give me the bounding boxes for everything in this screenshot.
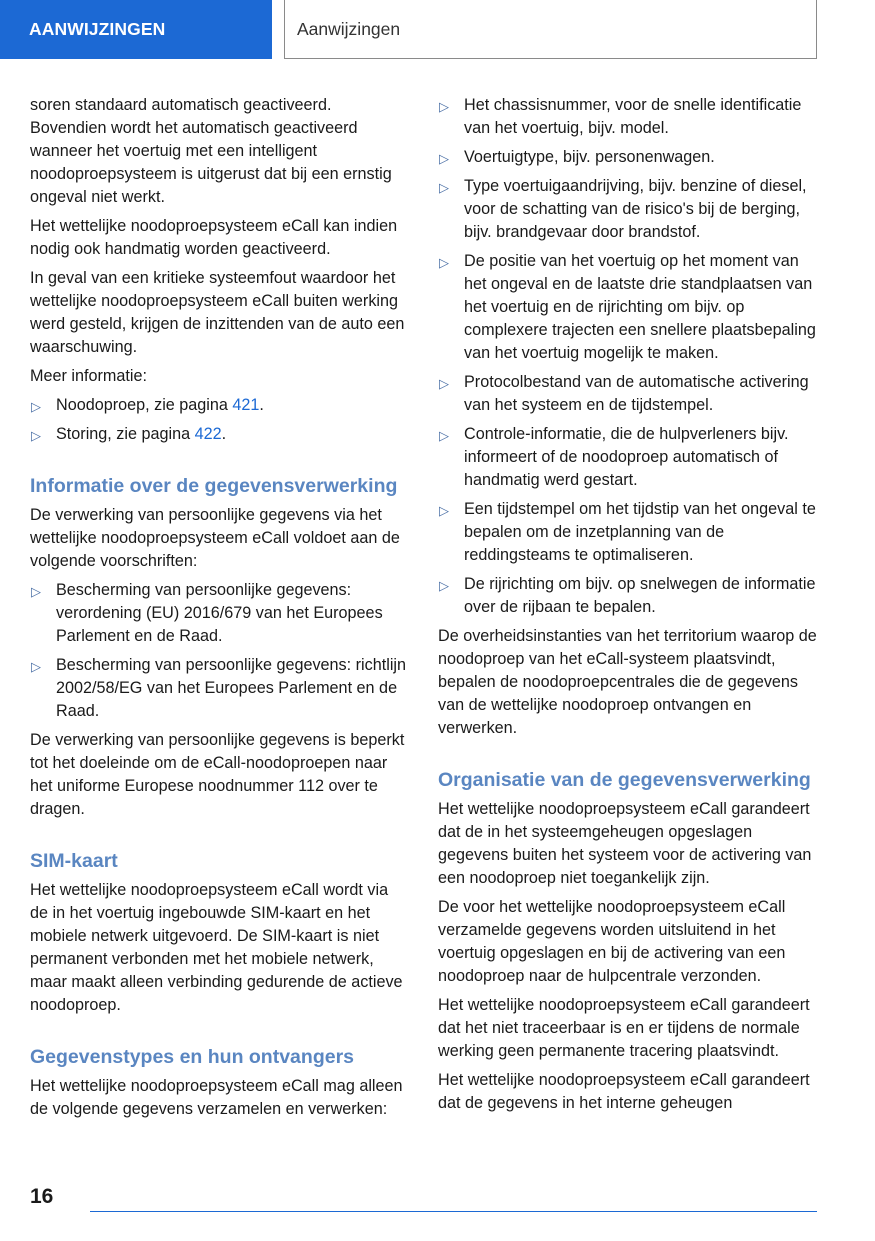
list-item <box>438 146 818 169</box>
list-item-text: Type voertuigaandrijving, bijv. benzine of diesel, voor de schatting van de risico's bij de berging, bijv. brandgevaar door brandstof. <box>464 177 807 241</box>
paragraph: Meer informatie: <box>30 367 147 385</box>
paragraph: De verwerking van persoonlijke gegevens is beperkt tot het doeleinde om de eCall-noodoproepen naar het uniforme Europese noodnummer 112 over te dragen. <box>30 731 405 818</box>
paragraph: Het wettelijke noodoproepsysteem eCall wordt via de in het voertuig ingebouwde SIM-kaart en het mobiele netwerk uitgevoerd. De SIM-kaart is niet permanent verbonden met het mobiele netwerk, maar maakt alleen verbinding gedurende de actieve noodoproep. <box>30 881 403 1014</box>
data-type-list <box>438 94 818 619</box>
paragraph: Het wettelijke noodoproepsysteem eCall kan indien nodig ook handmatig worden geactiveerd. <box>30 217 398 258</box>
chapter-title-box <box>284 0 817 59</box>
triangle-bullet-icon: ▷ <box>31 659 41 674</box>
list-item-text: De rijrichting om bijv. op snelwegen de informatie over de rijbaan te bepalen. <box>464 575 816 616</box>
paragraph: soren standaard automatisch geactiveerd. Bovendien wordt het automatisch geactiveerd wanneer het voertuig met een intelligent noodoproepsysteem is uitgerust dat bij een ernstig ongeval niet werkt. <box>30 96 392 206</box>
reference-end: . <box>221 425 227 443</box>
page-number: 16 <box>30 1185 54 1208</box>
list-item <box>438 371 818 417</box>
list-item <box>30 654 410 723</box>
triangle-bullet-icon: ▷ <box>439 428 449 443</box>
list-item-text: Voertuigtype, bijv. personenwagen. <box>464 148 715 166</box>
list-item <box>30 423 410 446</box>
paragraph: Het wettelijke noodoproepsysteem eCall garandeert dat de in het systeemgeheugen opgeslagen gegevens buiten het systeem voor de activering van een noodoproep niet toegankelijk zijn. <box>438 800 812 887</box>
paragraph: Het wettelijke noodoproepsysteem eCall mag alleen de volgende gegevens verzamelen en verwerken: <box>30 1077 403 1118</box>
reference-end: . <box>259 396 264 414</box>
triangle-bullet-icon: ▷ <box>31 399 41 414</box>
paragraph: De voor het wettelijke noodoproepsysteem eCall verzamelde gegevens worden uitsluitend in het voertuig opgeslagen en bij de activering van een noodoproep naar de hulpcentrale verzonden. <box>438 898 786 985</box>
triangle-bullet-icon: ▷ <box>439 99 449 114</box>
triangle-bullet-icon: ▷ <box>439 503 449 518</box>
list-item <box>438 175 818 244</box>
list-item <box>30 394 410 417</box>
list-item <box>438 573 818 619</box>
list-item-text: Protocolbestand van de automatische activering van het systeem en de tijdstempel. <box>464 373 809 414</box>
list-item <box>438 94 818 140</box>
list-item <box>438 423 818 492</box>
heading-info-data-processing: Informatie over de gegevensverwerking <box>30 475 398 497</box>
paragraph: In geval van een kritieke systeemfout waardoor het wettelijke noodoproepsysteem eCall buiten werking werd gesteld, krijgen de inzittenden van de auto een waarschuwing. <box>30 269 405 356</box>
heading-sim-card: SIM-kaart <box>30 850 118 872</box>
page-link-421[interactable]: 421 <box>232 396 260 414</box>
paragraph: De overheidsinstanties van het territorium waarop de noodoproep van het eCall-systeem plaatsvindt, bepalen de noodoproepcentrales die de gegevens van de wettelijke noodoproep ontvangen en verwerken. <box>438 627 817 737</box>
triangle-bullet-icon: ▷ <box>439 255 449 270</box>
triangle-bullet-icon: ▷ <box>439 151 449 166</box>
list-item-text: Controle-informatie, die de hulpverleners bijv. informeert of de noodoproep automatisch of handmatig werd gestart. <box>464 425 789 489</box>
heading-data-types: Gegevenstypes en hun ontvangers <box>30 1046 355 1068</box>
regulation-list <box>30 579 410 723</box>
list-item-text: De positie van het voertuig op het moment van het ongeval en de laatste drie standplaatsen van het voertuig en de rijrichting om bijv. op complexere trajecten een snellere plaatsbepaling van het voertuig mogelijk te maken. <box>464 252 816 362</box>
chapter-title: Aanwijzingen <box>297 18 401 39</box>
footer-divider <box>90 1211 817 1212</box>
triangle-bullet-icon: ▷ <box>439 376 449 391</box>
list-item-text: Het chassisnummer, voor de snelle identificatie van het voertuig, bijv. model. <box>464 96 802 137</box>
triangle-bullet-icon: ▷ <box>31 584 41 599</box>
list-item <box>438 498 818 567</box>
left-column <box>30 94 410 1127</box>
triangle-bullet-icon: ▷ <box>31 428 41 443</box>
reference-text: Storing, zie pagina <box>56 425 195 443</box>
list-item-text: Een tijdstempel om het tijdstip van het ongeval te bepalen om de inzetplanning van de reddingsteams te optimaliseren. <box>464 500 816 564</box>
page-link-422[interactable]: 422 <box>194 425 222 443</box>
reference-text: Noodoproep, zie pagina <box>56 396 233 414</box>
triangle-bullet-icon: ▷ <box>439 180 449 195</box>
list-item-text: Bescherming van persoonlijke gegevens: verordening (EU) 2016/679 van het Europees Parlement en de Raad. <box>56 581 383 645</box>
list-item <box>30 579 410 648</box>
right-column <box>438 94 818 1121</box>
list-item <box>438 250 818 365</box>
paragraph: Het wettelijke noodoproepsysteem eCall garandeert dat de gegevens in het interne geheugen <box>438 1071 810 1112</box>
paragraph: De verwerking van persoonlijke gegevens via het wettelijke noodoproepsysteem eCall voldoet aan de volgende voorschriften: <box>30 506 400 570</box>
section-tab-label: AANWIJZINGEN <box>29 19 166 39</box>
heading-organisation: Organisatie van de gegevensverwerking <box>438 769 811 791</box>
triangle-bullet-icon: ▷ <box>439 578 449 593</box>
reference-list <box>30 394 410 446</box>
paragraph: Het wettelijke noodoproepsysteem eCall garandeert dat het niet traceerbaar is en er tijdens de normale werking geen permanente tracering plaatsvindt. <box>438 996 810 1060</box>
list-item-text: Bescherming van persoonlijke gegevens: richtlijn 2002/58/EG van het Europees Parlement en de Raad. <box>56 656 407 720</box>
section-tab <box>0 0 272 59</box>
